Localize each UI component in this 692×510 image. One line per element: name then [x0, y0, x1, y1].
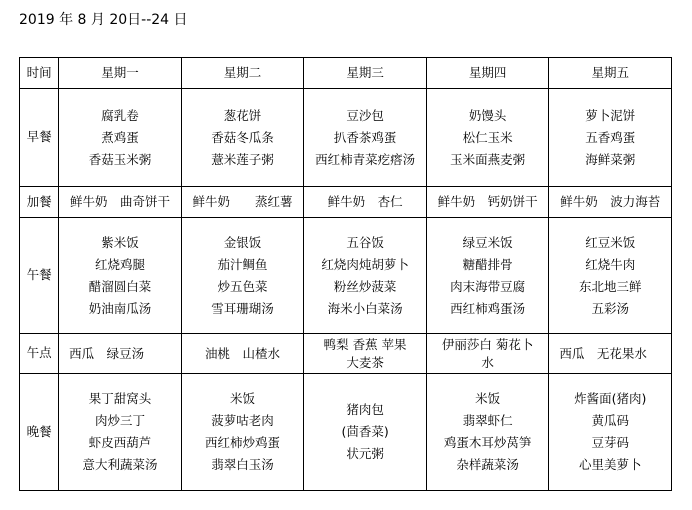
menu-item: 煮鸡蛋 [101, 129, 139, 145]
menu-cell [59, 334, 182, 374]
menu-item: 炒五色菜 [217, 278, 268, 294]
menu-cell [426, 374, 549, 491]
menu-cell [59, 218, 182, 334]
meal-label-snack: 加餐 [20, 187, 59, 218]
menu-cell [59, 374, 182, 491]
menu-cell [304, 374, 427, 491]
day-header-tuesday: 星期二 [181, 58, 304, 89]
menu-item: 金银饭 [223, 234, 262, 250]
menu-item: 玉米面燕麦粥 [450, 151, 526, 167]
menu-cell [181, 218, 304, 334]
snack-row [20, 187, 672, 218]
menu-item: 海鲜菜粥 [585, 151, 636, 167]
menu-item: 糖醋排骨 [462, 256, 513, 272]
weekly-menu-table [19, 57, 672, 491]
menu-item: 水 [481, 354, 494, 370]
menu-item: 茄汁鲷鱼 [217, 256, 268, 272]
menu-cell [59, 89, 182, 187]
lunch-row [20, 218, 672, 334]
menu-item: 紫米饭 [101, 234, 139, 250]
menu-item: 五谷饭 [346, 234, 384, 250]
menu-cell: 鲜牛奶 波力海苔 [549, 187, 672, 218]
menu-item: 粉丝炒菠菜 [333, 278, 397, 294]
menu-item: 扒香茶鸡蛋 [333, 129, 397, 145]
menu-item: 状元粥 [346, 446, 384, 461]
menu-item: 翡翠白玉汤 [211, 457, 274, 472]
menu-item: 奶油南瓜汤 [88, 300, 152, 316]
meal-label-dinner: 晚餐 [20, 374, 59, 491]
menu-item: 大麦茶 [346, 354, 384, 370]
menu-item: 肉末海带豆腐 [450, 278, 526, 294]
menu-item: 葱花饼 [223, 107, 262, 123]
menu-item: 米饭 [475, 391, 501, 406]
menu-item: 伊丽莎白 菊花卜 [441, 336, 534, 352]
meal-label-afternoon: 午点 [20, 334, 59, 374]
menu-item: 黄瓜码 [591, 413, 629, 428]
menu-item: 杂样蔬菜汤 [456, 457, 519, 472]
menu-item: 意大利蔬菜汤 [82, 457, 158, 472]
time-header: 时间 [20, 58, 59, 89]
menu-cell [549, 89, 672, 187]
menu-cell: 鲜牛奶 杏仁 [304, 187, 427, 218]
menu-cell [304, 89, 427, 187]
menu-cell [426, 218, 549, 334]
menu-item: 西瓜 绿豆汤 [69, 345, 145, 361]
menu-item: 虾皮西葫芦 [88, 435, 152, 450]
menu-item: 东北地三鲜 [578, 278, 642, 294]
menu-item: 豆沙包 [346, 107, 384, 123]
menu-cell [426, 89, 549, 187]
afternoon-snack-row [20, 334, 672, 374]
menu-item: 香菇冬瓜条 [211, 129, 274, 145]
page-title: 2019 年 8 月 20日--24 日 [19, 12, 188, 28]
menu-cell [181, 374, 304, 491]
day-header-friday: 星期五 [549, 58, 672, 89]
menu-cell [426, 334, 549, 374]
menu-cell [549, 334, 672, 374]
menu-item: 海米小白菜汤 [327, 300, 403, 316]
menu-cell [304, 218, 427, 334]
header-row [20, 58, 672, 89]
day-header-wednesday: 星期三 [304, 58, 427, 89]
menu-item: 红烧肉炖胡萝卜 [321, 256, 409, 272]
menu-cell [549, 374, 672, 491]
menu-item: 西红柿青菜疙瘩汤 [315, 151, 416, 167]
menu-item: 西瓜 无花果水 [559, 345, 647, 361]
menu-item: 薏米莲子粥 [211, 151, 274, 167]
menu-item: 果丁甜窝头 [88, 391, 152, 406]
menu-item: 鸭梨 香蕉 苹果 [323, 336, 407, 352]
menu-item: 猪肉包 [346, 402, 384, 417]
menu-item: 红烧牛肉 [585, 256, 636, 272]
menu-item: 五彩汤 [591, 300, 629, 316]
meal-label-breakfast: 早餐 [20, 89, 59, 187]
menu-item: 红豆米饭 [585, 234, 636, 250]
menu-cell: 鲜牛奶 蒸红薯 [181, 187, 304, 218]
menu-cell: 鲜牛奶 曲奇饼干 [59, 187, 182, 218]
menu-item: 炸酱面(猪肉) [574, 391, 647, 406]
menu-item: 豆芽码 [591, 435, 629, 450]
menu-item: 绿豆米饭 [462, 234, 513, 250]
menu-item: 菠萝咕老肉 [211, 413, 274, 428]
menu-cell [181, 89, 304, 187]
menu-item: 鸡蛋木耳炒莴笋 [443, 435, 532, 450]
menu-item: 油桃 山楂水 [205, 345, 281, 361]
menu-item: 翡翠虾仁 [462, 413, 513, 428]
day-header-thursday: 星期四 [426, 58, 549, 89]
menu-item: 西红柿炒鸡蛋 [205, 435, 281, 450]
menu-cell [304, 334, 427, 374]
menu-item: 松仁玉米 [462, 129, 513, 145]
menu-item: 肉炒三丁 [94, 413, 145, 428]
meal-label-lunch: 午餐 [20, 218, 59, 334]
menu-item: 香菇玉米粥 [88, 151, 152, 167]
menu-item: 西红柿鸡蛋汤 [450, 300, 526, 316]
breakfast-row [20, 89, 672, 187]
menu-item: 米饭 [230, 391, 256, 406]
menu-item: 红烧鸡腿 [94, 256, 145, 272]
dinner-row [20, 374, 672, 491]
menu-item: (茴香菜) [341, 424, 389, 439]
day-header-monday: 星期一 [59, 58, 182, 89]
menu-item: 五香鸡蛋 [585, 129, 636, 145]
menu-cell [549, 218, 672, 334]
menu-cell: 鲜牛奶 钙奶饼干 [426, 187, 549, 218]
menu-item: 奶馒头 [468, 107, 507, 123]
menu-item: 腐乳卷 [101, 107, 139, 123]
menu-cell [181, 334, 304, 374]
menu-item: 萝卜泥饼 [585, 107, 636, 123]
menu-item: 醋溜圆白菜 [88, 278, 152, 294]
menu-item: 心里美萝卜 [578, 457, 642, 472]
menu-item: 雪耳珊瑚汤 [211, 300, 274, 316]
